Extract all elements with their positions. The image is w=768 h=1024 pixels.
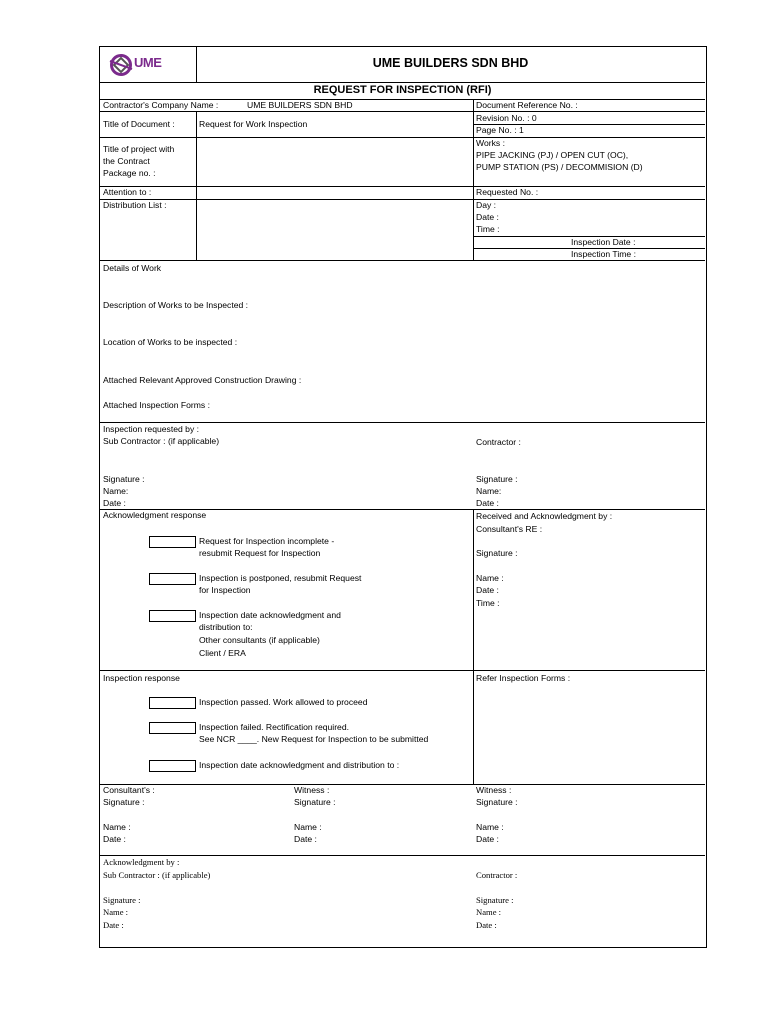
signature-label: Signature :	[476, 548, 518, 558]
inspection-response-heading: Inspection response	[103, 673, 180, 683]
signature-label: Signature :	[103, 797, 145, 807]
doc-ref-label: Document Reference No. :	[476, 100, 578, 110]
project-label: Title of project with	[103, 144, 175, 154]
consultant-label: Consultant's :	[103, 785, 155, 795]
option-label: Inspection date acknowledgment and distribution to :	[199, 760, 400, 770]
details-heading: Details of Work	[103, 263, 162, 273]
date-label: Date :	[103, 498, 126, 508]
checkbox-incomplete[interactable]	[149, 536, 196, 548]
divider	[100, 670, 705, 671]
option-label: Inspection date acknowledgment and	[199, 610, 341, 620]
requested-no-label: Requested No. :	[476, 187, 539, 197]
drawing-label: Attached Relevant Approved Construction Drawing :	[103, 375, 302, 385]
option-label: Request for Inspection incomplete -	[199, 536, 335, 546]
checkbox-passed[interactable]	[149, 697, 196, 709]
time-label: Time :	[476, 598, 500, 608]
contractor-company-value: UME BUILDERS SDN BHD	[247, 100, 353, 110]
witness-label: Witness :	[476, 785, 512, 795]
sub-contractor-label: Sub Contractor : (if applicable)	[103, 436, 220, 446]
project-label: the Contract	[103, 156, 150, 166]
attention-label: Attention to :	[103, 187, 152, 197]
title-doc-label: Title of Document :	[103, 119, 175, 129]
acknowledgment-by-heading: Acknowledgment by :	[103, 857, 180, 867]
name-label: Name :	[476, 822, 504, 832]
divider	[100, 260, 705, 261]
option-label: Inspection passed. Work allowed to proceed	[199, 697, 368, 707]
checkbox-distribution[interactable]	[149, 760, 196, 772]
date-label: Date :	[294, 834, 317, 844]
date-label: Date :	[476, 834, 499, 844]
option-label: See NCR ____. New Request for Inspection to be submitted	[199, 734, 429, 744]
option-label: for Inspection	[199, 585, 251, 595]
works-label: Works :	[476, 138, 505, 148]
company-name: UME BUILDERS SDN BHD	[372, 56, 529, 70]
divider	[100, 784, 705, 785]
name-label: Name :	[476, 573, 504, 583]
divider	[196, 111, 197, 260]
option-label: distribution to:	[199, 622, 253, 632]
date-label: Date :	[103, 920, 124, 930]
contractor-company-label: Contractor's Company Name :	[103, 100, 219, 110]
checkbox-failed[interactable]	[149, 722, 196, 734]
day-label: Day :	[476, 200, 497, 210]
date-label: Date :	[103, 834, 126, 844]
title-doc-value: Request for Work Inspection	[199, 119, 308, 129]
revision-label: Revision No. : 0	[476, 113, 537, 123]
divider	[473, 509, 474, 784]
option-label: Inspection failed. Rectification required.	[199, 722, 349, 732]
signature-label: Signature :	[476, 895, 514, 905]
location-label: Location of Works to be inspected :	[103, 337, 238, 347]
date-label: Date :	[476, 920, 497, 930]
description-label: Description of Works to be Inspected :	[103, 300, 249, 310]
consultant-re-label: Consultant's RE :	[476, 524, 543, 534]
ack-heading: Acknowledgment response	[103, 510, 207, 520]
divider	[100, 199, 705, 200]
form-title: REQUEST FOR INSPECTION (RFI)	[313, 84, 492, 96]
date-label: Date :	[476, 212, 499, 222]
contractor-label: Contractor :	[476, 437, 521, 447]
signature-label: Signature :	[476, 797, 518, 807]
signature-label: Signature :	[294, 797, 336, 807]
option-label: resubmit Request for Inspection	[199, 548, 321, 558]
refer-forms-label: Refer Inspection Forms :	[476, 673, 571, 683]
distribution-label: Distribution List :	[103, 200, 167, 210]
signature-label: Signature :	[103, 474, 145, 484]
option-label: Inspection is postponed, resubmit Request	[199, 573, 362, 583]
logo-text: UME	[134, 55, 162, 70]
divider	[100, 186, 705, 187]
works-value: PIPE JACKING (PJ) / OPEN CUT (OC),	[476, 150, 629, 160]
signature-label: Signature :	[103, 895, 141, 905]
page-label: Page No. : 1	[476, 125, 524, 135]
name-label: Name :	[476, 907, 502, 917]
name-label: Name :	[103, 822, 131, 832]
divider	[100, 855, 705, 856]
name-label: Name:	[103, 486, 129, 496]
forms-label: Attached Inspection Forms :	[103, 400, 210, 410]
inspection-date-label: Inspection Date :	[571, 237, 636, 247]
name-label: Name:	[476, 486, 502, 496]
contractor-label: Contractor :	[476, 870, 518, 880]
sub-contractor-label: Sub Contractor : (if applicable)	[103, 870, 211, 880]
time-label: Time :	[476, 224, 500, 234]
name-label: Name :	[294, 822, 322, 832]
signature-label: Signature :	[476, 474, 518, 484]
divider	[100, 111, 705, 112]
checkbox-postponed[interactable]	[149, 573, 196, 585]
option-label: Client / ERA	[199, 648, 246, 658]
name-label: Name :	[103, 907, 129, 917]
divider	[473, 99, 474, 260]
divider	[100, 422, 705, 423]
rfi-form	[99, 46, 707, 948]
divider	[100, 82, 705, 83]
date-label: Date :	[476, 585, 499, 595]
witness-label: Witness :	[294, 785, 330, 795]
received-heading: Received and Acknowledgment by :	[476, 511, 613, 521]
inspection-time-label: Inspection Time :	[571, 249, 636, 259]
divider	[100, 137, 705, 138]
option-label: Other consultants (if applicable)	[199, 635, 320, 645]
works-value: PUMP STATION (PS) / DECOMMISION (D)	[476, 162, 643, 172]
date-label: Date :	[476, 498, 499, 508]
requested-by-heading: Inspection requested by :	[103, 424, 200, 434]
checkbox-date-ack[interactable]	[149, 610, 196, 622]
project-label: Package no. :	[103, 168, 156, 178]
